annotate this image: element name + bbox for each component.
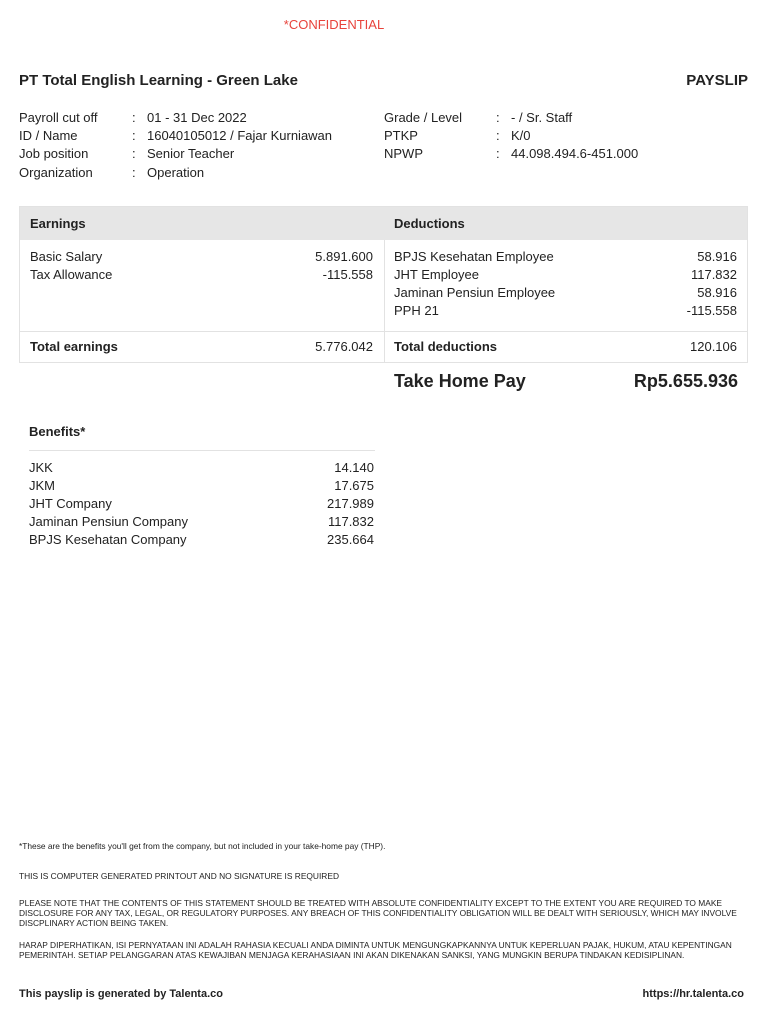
info-separator: : — [496, 110, 500, 125]
info-value: - / Sr. Staff — [511, 110, 573, 125]
deduction-amount: -115.558 — [686, 303, 737, 318]
benefit-amount: 17.675 — [334, 478, 374, 493]
benefit-label: Jaminan Pensiun Company — [29, 514, 188, 529]
deduction-amount: 117.832 — [690, 267, 737, 282]
confidential-label: *CONFIDENTIAL — [283, 17, 385, 32]
benefits-divider — [29, 450, 375, 451]
benefit-amount: 235.664 — [327, 532, 374, 547]
info-value: 16040105012 / Fajar Kurniawan — [147, 128, 333, 143]
info-value: 44.098.494.6-451.000 — [511, 146, 639, 161]
deduction-amount: 58.916 — [697, 285, 737, 300]
benefit-label: JHT Company — [29, 496, 112, 511]
total-divider — [20, 331, 747, 332]
info-separator: : — [132, 165, 136, 180]
total-earnings-label: Total earnings — [30, 339, 118, 354]
earnings-header: Earnings — [30, 216, 86, 231]
info-label: Job position — [19, 146, 89, 161]
benefit-label: JKM — [29, 478, 55, 493]
info-label: Payroll cut off — [19, 110, 98, 125]
info-label: NPWP — [384, 146, 423, 161]
computer-generated-note: THIS IS COMPUTER GENERATED PRINTOUT AND NO SIGNATURE IS REQUIRED — [19, 871, 339, 881]
info-separator: : — [496, 146, 500, 161]
benefit-amount: 117.832 — [327, 514, 374, 529]
earning-label: Basic Salary — [30, 249, 103, 264]
info-value: K/0 — [511, 128, 531, 143]
confidentiality-notice-id: HARAP DIPERHATIKAN, ISI PERNYATAAN INI ADALAH RAHASIA KECUALI ANDA DIMINTA UNTUK MENGUNGKAPKANNYA UNTUK KEPERLUAN PAJAK, HUKUM, ATAU KEPENTINGAN PEMERINTAH. SETIAP PELANGGARAN ATAS KEWAJIBAN MENJAGA KERAHASIAAN INI AKAN DIKENAKAN SANKSI, YANG MUNGKIN BERUPA TINDAKAN KEDISIPLINAN. — [19, 940, 732, 960]
info-label: ID / Name — [19, 128, 78, 143]
info-label: Organization — [19, 165, 93, 180]
company-name: PT Total English Learning - Green Lake — [19, 72, 298, 89]
info-ptkp — [384, 128, 744, 144]
benefits-note: *These are the benefits you'll get from the company, but not included in your take-home pay (THP). — [19, 841, 386, 851]
info-separator: : — [132, 128, 136, 143]
benefit-label: BPJS Kesehatan Company — [29, 532, 187, 547]
info-grade-level — [384, 110, 744, 126]
take-home-pay-label: Take Home Pay — [394, 371, 526, 391]
deduction-label: PPH 21 — [394, 303, 439, 318]
info-value: Senior Teacher — [147, 146, 235, 161]
info-separator: : — [496, 128, 500, 143]
take-home-pay-amount: Rp5.655.936 — [633, 371, 738, 391]
earning-amount: -115.558 — [322, 267, 373, 282]
info-value: 01 - 31 Dec 2022 — [147, 110, 247, 125]
talenta-link[interactable]: https://hr.talenta.co — [642, 988, 744, 1000]
info-payroll-cutoff — [19, 110, 379, 126]
total-earnings-amount: 5.776.042 — [315, 339, 373, 354]
benefit-label: JKK — [29, 460, 53, 475]
info-npwp — [384, 146, 744, 162]
info-label: PTKP — [384, 128, 418, 143]
earnings-deductions-table — [19, 206, 748, 363]
deduction-amount: 58.916 — [697, 249, 737, 264]
total-deductions-label: Total deductions — [394, 339, 498, 354]
info-separator: : — [132, 110, 136, 125]
info-job-position — [19, 146, 379, 162]
deduction-label: Jaminan Pensiun Employee — [394, 285, 556, 300]
table-header — [20, 207, 747, 240]
benefit-amount: 14.140 — [334, 460, 374, 475]
benefit-amount: 217.989 — [327, 496, 374, 511]
deductions-header: Deductions — [394, 216, 465, 231]
benefits-title: Benefits* — [29, 424, 86, 439]
info-label: Grade / Level — [384, 110, 463, 125]
earning-amount: 5.891.600 — [315, 249, 373, 264]
info-organization — [19, 165, 379, 181]
info-value: Operation — [147, 165, 205, 180]
info-separator: : — [132, 146, 136, 161]
generated-by-text: This payslip is generated by Talenta.co — [19, 988, 223, 1000]
confidentiality-notice-en: PLEASE NOTE THAT THE CONTENTS OF THIS STATEMENT SHOULD BE TREATED WITH ABSOLUTE CONFIDENTIALITY EXCEPT TO THE EXTENT YOU ARE REQUIRED TO MAKE DISCLOSURE FOR ANY TAX, LEGAL, OR REGULATORY PURPOSES. ANY BREACH OF THIS CONFIDENTIALITY OBLIGATION WILL BE DEALT WITH SERIOUSLY, WHICH MAY INVOLVE DISCPLINARY ACTION BEING TAKEN. — [19, 898, 737, 928]
document-title: PAYSLIP — [686, 72, 748, 89]
deduction-label: BPJS Kesehatan Employee — [394, 249, 554, 264]
info-id-name — [19, 128, 379, 144]
earning-label: Tax Allowance — [30, 267, 113, 282]
column-divider — [384, 240, 385, 363]
deduction-label: JHT Employee — [394, 267, 480, 282]
total-deductions-amount: 120.106 — [690, 339, 737, 354]
